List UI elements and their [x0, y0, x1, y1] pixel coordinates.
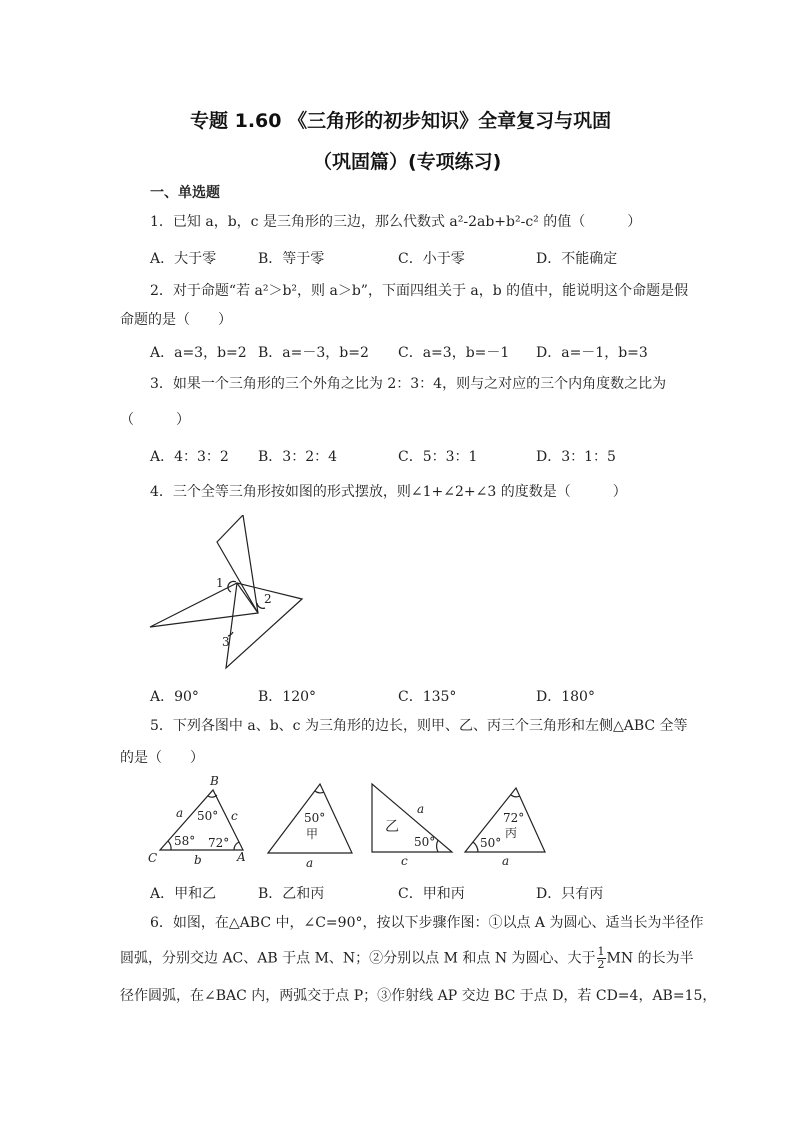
yi-angle-label: 50°	[414, 835, 436, 849]
yi-side-a: a	[417, 802, 425, 816]
question-1-text: 1．已知 a，b，c 是三角形的三边，那么代数式 a²-2ab+b²-c² 的值（ ）	[150, 214, 642, 230]
doc-title-line2: （巩固篇）(专项练习)	[313, 151, 502, 173]
half-fraction	[597, 946, 606, 971]
q3-option-a: A．4：3：2	[150, 449, 229, 465]
q3-option-d: D．3：1：5	[536, 449, 616, 465]
q4-option-a: A．90°	[150, 689, 199, 705]
section-heading: 一、单选题	[150, 185, 220, 201]
q5-option-a: A．甲和乙	[150, 886, 217, 902]
question-5-line1: 5．下列各图中 a、b、c 为三角形的边长，则甲、乙、丙三个三角形和左侧△ABC 全等	[150, 718, 688, 734]
jia-name: 甲	[306, 827, 319, 841]
q3-option-b: B．3：2：4	[258, 449, 338, 465]
abc-vertex-c: C	[148, 851, 158, 865]
q2-option-a: A．a=3，b=2	[150, 345, 247, 361]
q5-triangles-figure	[140, 770, 560, 870]
abc-angle-a-arc	[234, 842, 239, 850]
abc-side-a: a	[176, 806, 184, 820]
question-6-line2-end: MN 的长为半	[606, 950, 694, 967]
q2-option-c: C．a=3，b=－1	[398, 345, 510, 361]
question-6-line2	[120, 946, 694, 971]
question-3-line2: （ ）	[120, 412, 190, 428]
fraction-numerator: 1	[597, 945, 605, 958]
q4-option-b: B．120°	[258, 689, 317, 705]
jia-side-a: a	[306, 856, 314, 870]
jia-angle-label: 50°	[304, 811, 326, 825]
abc-side-c: c	[231, 809, 238, 823]
bing-side-a: a	[502, 854, 510, 868]
bing-left-angle-arc	[473, 842, 478, 852]
bing-top-angle-label: 72°	[503, 811, 525, 825]
q4-option-c: C．135°	[398, 689, 457, 705]
q2-option-b: B．a=－3，b=2	[258, 345, 369, 361]
q1-option-a: A．大于零	[150, 251, 217, 267]
question-6-line3: 径作圆弧，在∠BAC 内，两弧交于点 P；③作射线 AP 交边 BC 于点 D，若 CD=4，AB=15，	[120, 988, 717, 1004]
q5-option-d: D．只有丙	[536, 886, 604, 902]
q4-triangle-left	[150, 583, 258, 627]
q4-triangles-figure	[140, 515, 320, 675]
question-2-line1: 2．对于命题“若 a²＞b²，则 a＞b”，下面四组关于 a，b 的值中，能说明这个命题是假	[150, 283, 689, 299]
question-5-line2: 的是（ ）	[120, 750, 204, 766]
abc-vertex-a: A	[237, 850, 246, 864]
abc-side-b: b	[194, 853, 202, 867]
question-4-text: 4．三个全等三角形按如图的形式摆放，则∠1+∠2+∠3 的度数是（ ）	[150, 484, 627, 500]
triangle-yi	[372, 784, 452, 852]
q2-option-d: D．a=－1，b=3	[536, 345, 648, 361]
abc-vertex-b: B	[210, 774, 219, 788]
question-6-line1: 6．如图，在△ABC 中，∠C=90°，按以下步骤作图：①以点 A 为圆心、适当长为半径作	[150, 915, 704, 931]
q4-label-1: 1	[216, 576, 224, 590]
question-2-line2: 命题的是（ ）	[120, 312, 232, 328]
q4-label-3: 3	[222, 635, 230, 649]
abc-angle-c-arc	[168, 841, 171, 850]
q3-option-c: C．5：3：1	[398, 449, 478, 465]
abc-angle-b-label: 50°	[197, 809, 219, 823]
question-6-line2-start: 圆弧，分别交边 AC、AB 于点 M、N；②分别以点 M 和点 N 为圆心、大于	[120, 950, 596, 967]
abc-angle-a-label: 72°	[208, 836, 230, 850]
abc-angle-c-label: 58°	[174, 834, 196, 848]
q1-option-c: C．小于零	[398, 251, 465, 267]
doc-title-line1: 专题 1.60 《三角形的初步知识》全章复习与巩固	[190, 110, 612, 132]
yi-angle-arc	[437, 840, 438, 852]
fraction-denominator: 2	[597, 958, 605, 971]
bing-left-angle-label: 50°	[480, 836, 502, 850]
q4-option-d: D．180°	[536, 689, 595, 705]
q1-option-b: B．等于零	[258, 251, 325, 267]
yi-side-c: c	[401, 854, 408, 868]
q4-label-2: 2	[264, 592, 272, 606]
q5-option-b: B．乙和丙	[258, 886, 325, 902]
q4-triangle-top	[217, 515, 258, 613]
bing-name: 丙	[505, 826, 518, 840]
q1-option-d: D．不能确定	[536, 251, 618, 267]
jia-angle-arc	[315, 791, 324, 793]
question-3-line1: 3．如果一个三角形的三个外角之比为 2：3：4，则与之对应的三个内角度数之比为	[150, 376, 667, 392]
yi-name: 乙	[385, 819, 399, 835]
q5-option-c: C．甲和丙	[398, 886, 465, 902]
